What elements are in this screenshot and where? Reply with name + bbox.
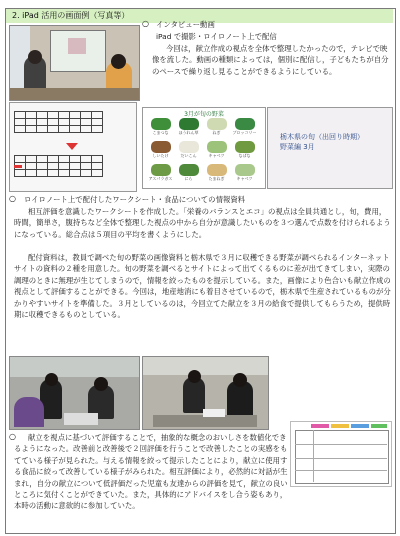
vegetable-item (147, 164, 174, 186)
vegetable-grid (147, 118, 263, 187)
info-site-card (267, 107, 393, 189)
vegetable-label: キャベツ (236, 176, 253, 181)
vegetable-item (231, 141, 258, 163)
vegetable-label: にら (184, 176, 193, 181)
vegetable-image (179, 164, 199, 176)
vegetable-label: ほうれん草 (178, 130, 199, 135)
vegetable-label: ブロッコリー (232, 130, 257, 135)
vegetable-item (175, 141, 202, 163)
students-tablet-photo-2 (142, 356, 269, 430)
vegetable-image (179, 118, 199, 130)
interview-title: インタビュー動画 (156, 20, 215, 29)
vegetable-label: アスパラガス (148, 176, 173, 181)
vegetable-item (147, 141, 174, 163)
vegetable-card-title: 3月が旬の野菜 (184, 111, 224, 118)
vegetable-image (235, 141, 255, 153)
vegetable-label: キャベツ (208, 153, 225, 158)
vegetable-item (203, 141, 230, 163)
evaluation-sheet-thumbnail (290, 421, 392, 487)
students-tablet-photo-1 (9, 356, 140, 430)
interview-body: 今回は，献立作成の視点を全体で整理したかったので，テレビで映像を流した。動画の種類によっては，個別に配信し，子どもたちが自分のペースで繰り返し見ることができるようにしている。 (152, 44, 389, 76)
vegetable-image (151, 118, 171, 130)
vegetable-item (231, 164, 258, 186)
worksheet-title: ロイロノート上で配付したワークシート・食品についての情報資料 (24, 195, 246, 204)
interview-subtitle: iPad で撮影・ロイロノート上で配信 (156, 32, 277, 41)
worksheet-para2: 配付資料は，教員で調べた旬の野菜の画像資料と栃木県で３月に収穫できる野菜が調べられるインターネットサイトの資料の２種を用意した。旬の野菜を調べるとサイトによって出てくるものに差が出てきてしまい，実際の調理のときに無理が生じてしまうので，情報を絞ったものを提示している。また，画像により色合いも献立作成の視点として評価することができる。今回は，地産地消にも着目させているので，栃木県で生産されているものが分かりやすいサイトを準備した。３月としているのは，今回立てた献立を３月の給食で提供してもらうため，提供時期に収穫できるものとしている。 (14, 253, 391, 320)
vegetable-item (231, 118, 258, 140)
vegetable-item (203, 164, 230, 186)
worksheet-thumbnail (9, 102, 137, 192)
interview-bullet: ○ (142, 19, 149, 28)
vegetable-item (175, 164, 202, 186)
vegetable-image (207, 141, 227, 153)
vegetable-image (207, 164, 227, 176)
vegetable-image (179, 141, 199, 153)
seasonal-vegetable-card (142, 107, 266, 189)
section-header: 2. iPad 活用の画面例（写真等） (6, 9, 393, 23)
vegetable-image (235, 164, 255, 176)
vegetable-label: こまつな (152, 130, 169, 135)
info-site-text: 栃木県の旬（出回り時期） 野菜編 3月 (280, 133, 364, 151)
vegetable-image (151, 164, 171, 176)
vegetable-item (203, 118, 230, 140)
vegetable-image (151, 141, 171, 153)
vegetable-item (147, 118, 174, 140)
vegetable-label: なばな (238, 153, 251, 158)
vegetable-label: しいたけ (152, 153, 169, 158)
classroom-photo (9, 25, 140, 101)
vegetable-item (175, 118, 202, 140)
vegetable-image (207, 118, 227, 130)
vegetable-label: ねぎ (212, 130, 221, 135)
worksheet-para1: 相互評価を意識したワークシートを作成した。「栄養のバランスとエコ」の視点は全員共通とし，旬，費用，時間，簡単さ，腹持ちなど全体で整理した視点の中から自分が意識したいものを３つ選んで点数を付けられるようになっている。総合点は５項目の平均を書くようにした。 (14, 207, 391, 239)
vegetable-label: たまねぎ (208, 176, 225, 181)
worksheet-bullet: ○ (9, 194, 16, 203)
evaluation-text: 献立を視点に基づいて評価することで，抽象的な概念のおいしさを数値化できるようになった。改善前と改善後で２回評価を行うことで改善したことの実感をもてている様子が見られた。与える情報を絞って提示したことにより，献立に使用する食品に絞って改善している様子がみられた。相互評価により，必然的に対話が生まれ，自分の献立について低評価だった児童も友達からの評価を見て，献立の良いところに気付くことができていた。また，具体的にアドバイスをし合う姿もあり，本時の活動に意欲的に参加していた。 (14, 433, 288, 511)
vegetable-image (235, 118, 255, 130)
evaluation-bullet: ○ (9, 432, 16, 441)
vegetable-label: だいこん (180, 153, 197, 158)
